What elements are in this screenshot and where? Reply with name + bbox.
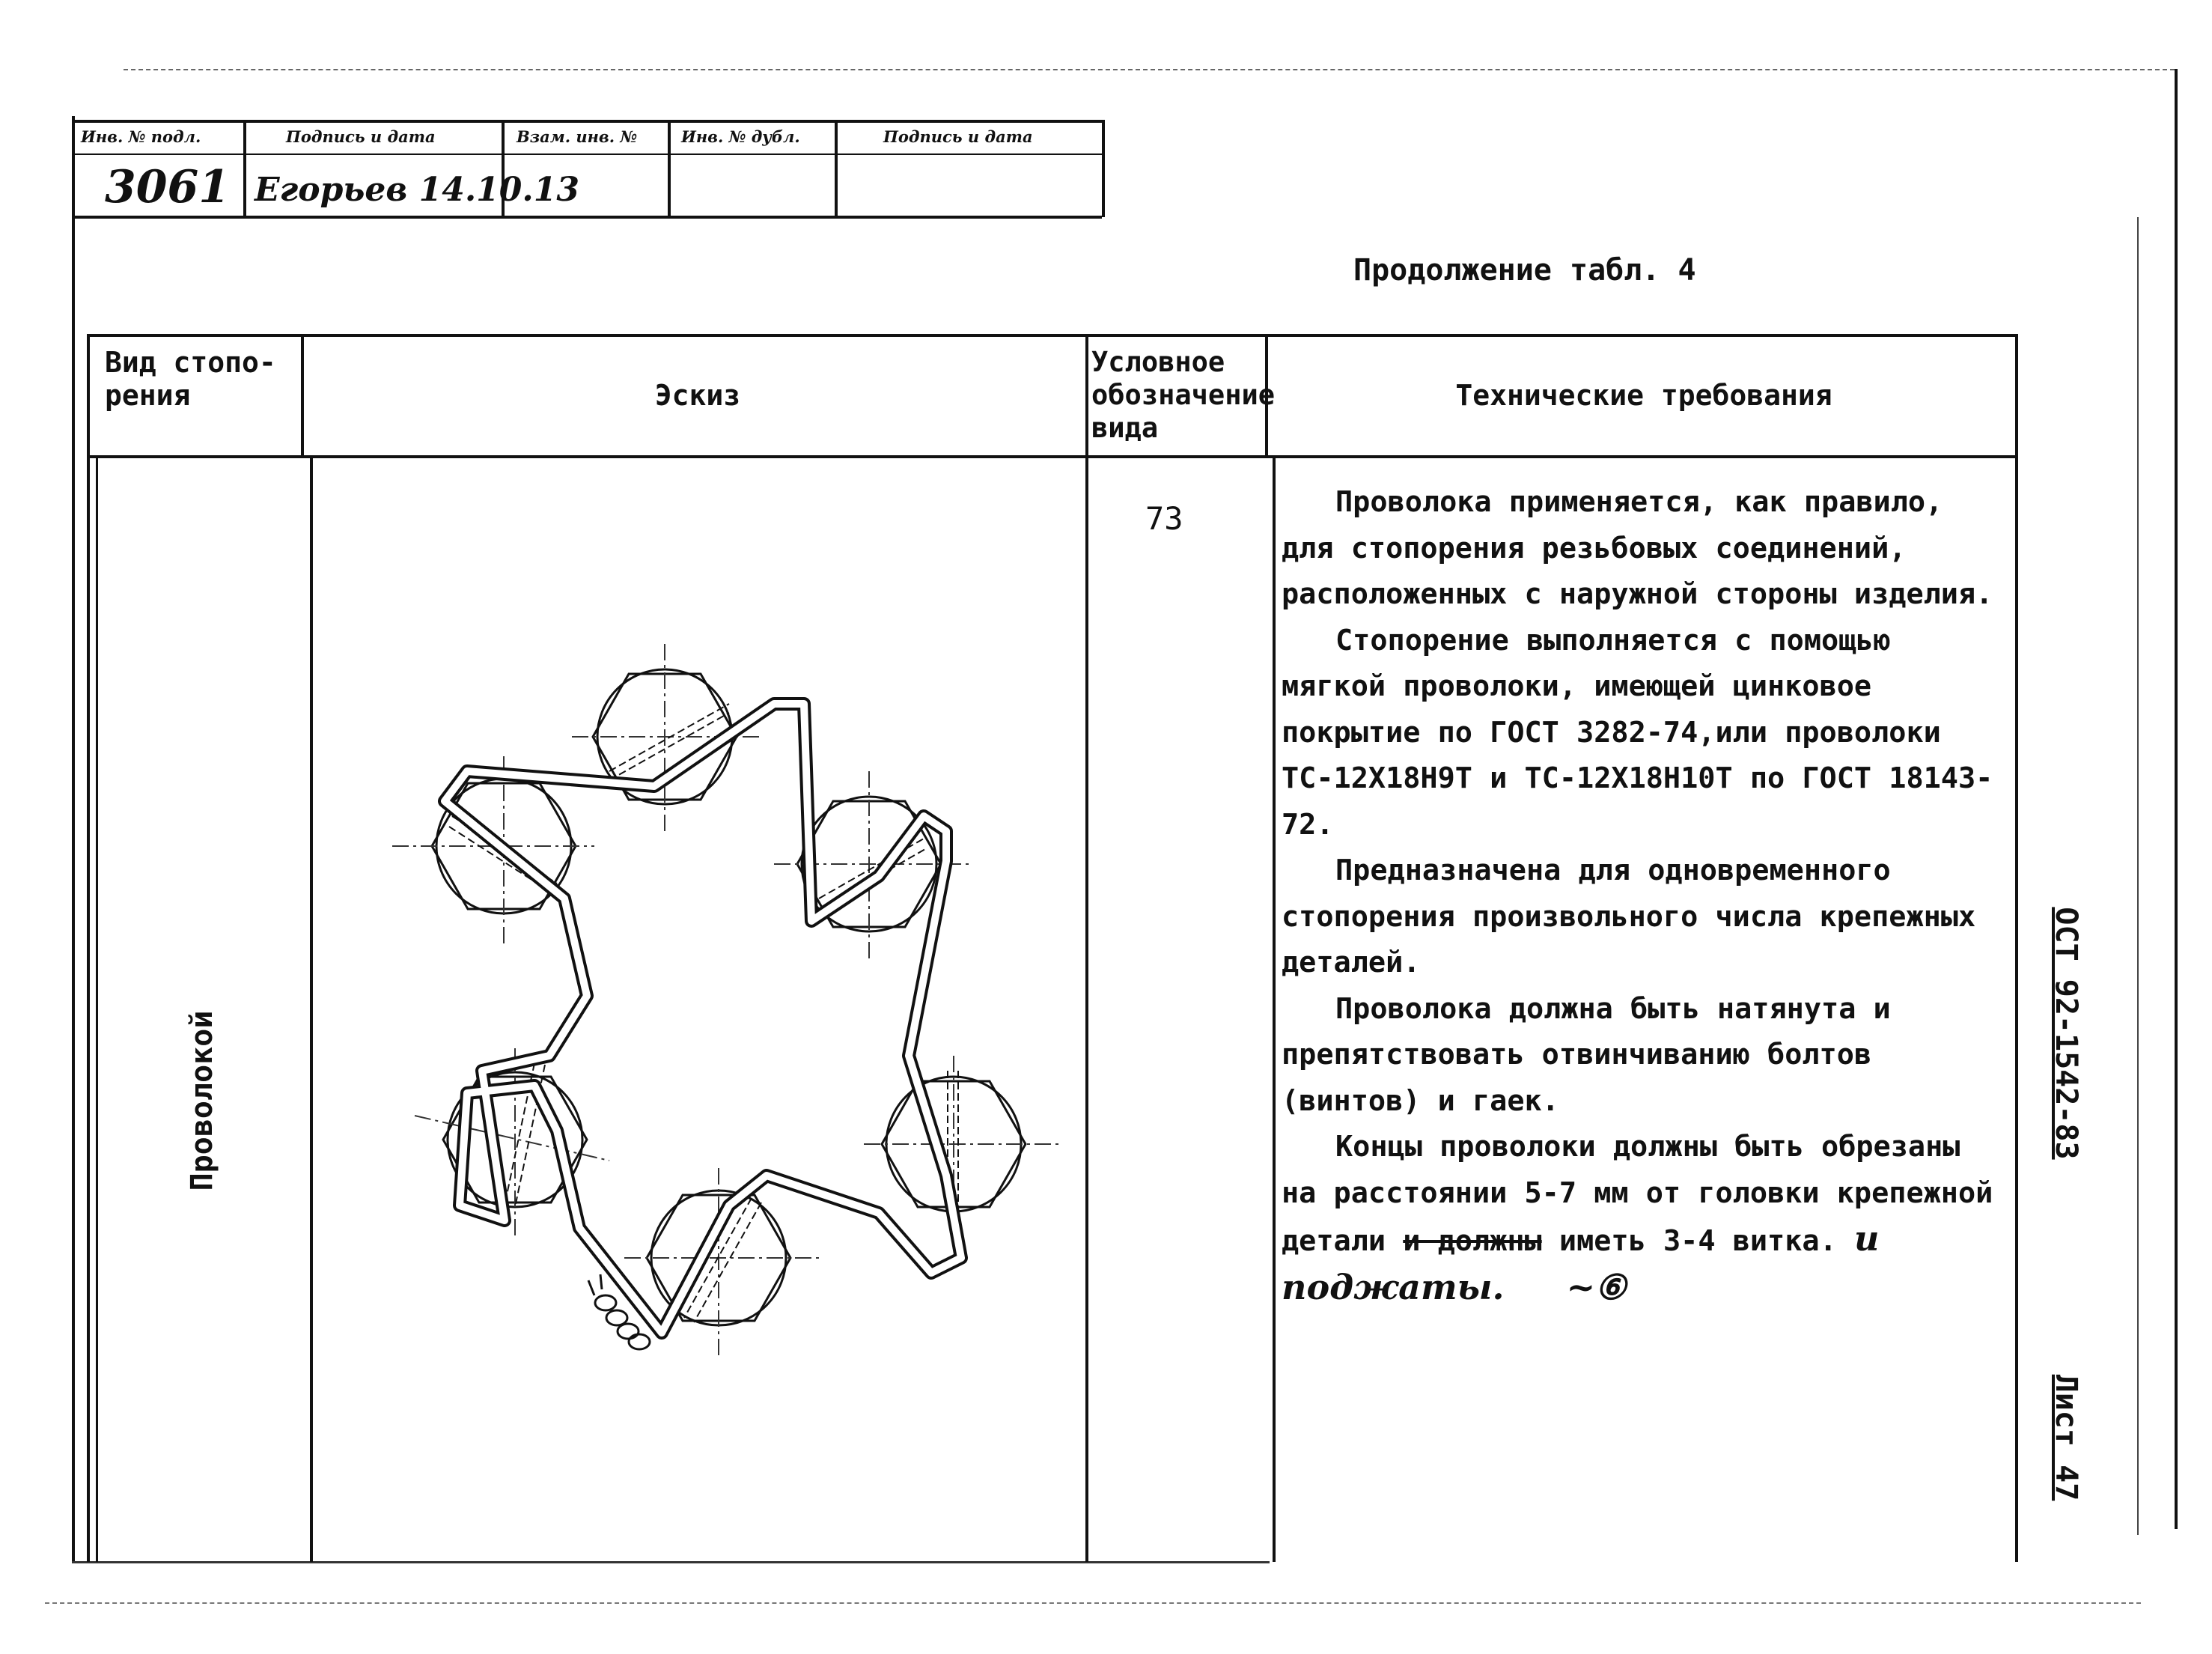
requirement-p2: Стопорение выполняется с помощью мягкой проволоки, имеющей цинковое покрытие по ГОСТ 3282-74,или проволоки ТС-12Х18Н9Т и ТС-12Х18Н10Т по ГОСТ 18143-72. <box>1282 623 1993 842</box>
header-code: Условное обозначение вида <box>1091 346 1276 444</box>
left-border <box>72 116 75 1561</box>
top-border <box>124 69 2175 70</box>
requirement-p5-struck: и должны <box>1403 1224 1542 1258</box>
stamp-header-inv: Инв. № подл. <box>81 127 201 146</box>
stamp-header-replace: Взам. инв. № <box>517 127 638 146</box>
type-code: 73 <box>1145 500 1183 537</box>
stamp-header-sign: Подпись и дата <box>286 127 436 146</box>
table-title: Продолжение табл. 4 <box>1353 253 1696 288</box>
handwritten-correction: и поджаты. <box>1282 1218 1880 1307</box>
bottom-dash <box>45 1602 2141 1604</box>
wire-locking-sketch <box>310 457 1085 1560</box>
requirement-p4: Проволока должна быть натянута и препятствовать отвинчиванию болтов (винтов) и гаек. <box>1282 991 1891 1118</box>
header-type: Вид стопо-рения <box>105 346 276 412</box>
stamp-signature: Егорьев 14.10.13 <box>255 171 579 209</box>
right-border <box>2175 69 2178 1529</box>
header-sketch: Эскиз <box>654 379 741 412</box>
technical-requirements <box>1282 479 2000 1313</box>
document-code: ОСТ 92-1542-83 <box>2049 907 2083 1160</box>
sheet-number: Лист 47 <box>2049 1374 2083 1501</box>
stamp-header-sign2: Подпись и дата <box>883 127 1033 146</box>
requirement-p5-main: Концы проволоки должны быть обрезаны на расстоянии 5-7 мм от головки крепежной детали <box>1282 1130 1993 1258</box>
header-requirements: Технические требования <box>1455 379 1832 412</box>
bottom-border <box>72 1561 1270 1563</box>
stamp-header-dup: Инв. № дубл. <box>681 127 800 146</box>
requirement-p1: Проволока применяется, как правило, для стопорения резьбовых соединений, расположенных с наружной стороны изделия. <box>1282 485 1993 611</box>
requirement-p5-tail: иметь 3-4 витка. <box>1559 1224 1837 1258</box>
right-inner-border <box>2137 217 2139 1535</box>
requirement-p5 <box>1282 1124 2000 1313</box>
requirement-p3: Предназначена для одновременного стопорения произвольного числа крепежных деталей. <box>1282 854 1976 979</box>
stamp-inv-number: 3061 <box>105 161 230 213</box>
lock-type-label: Проволокой <box>185 1010 219 1191</box>
change-mark: ~⑥ <box>1566 1266 1627 1307</box>
